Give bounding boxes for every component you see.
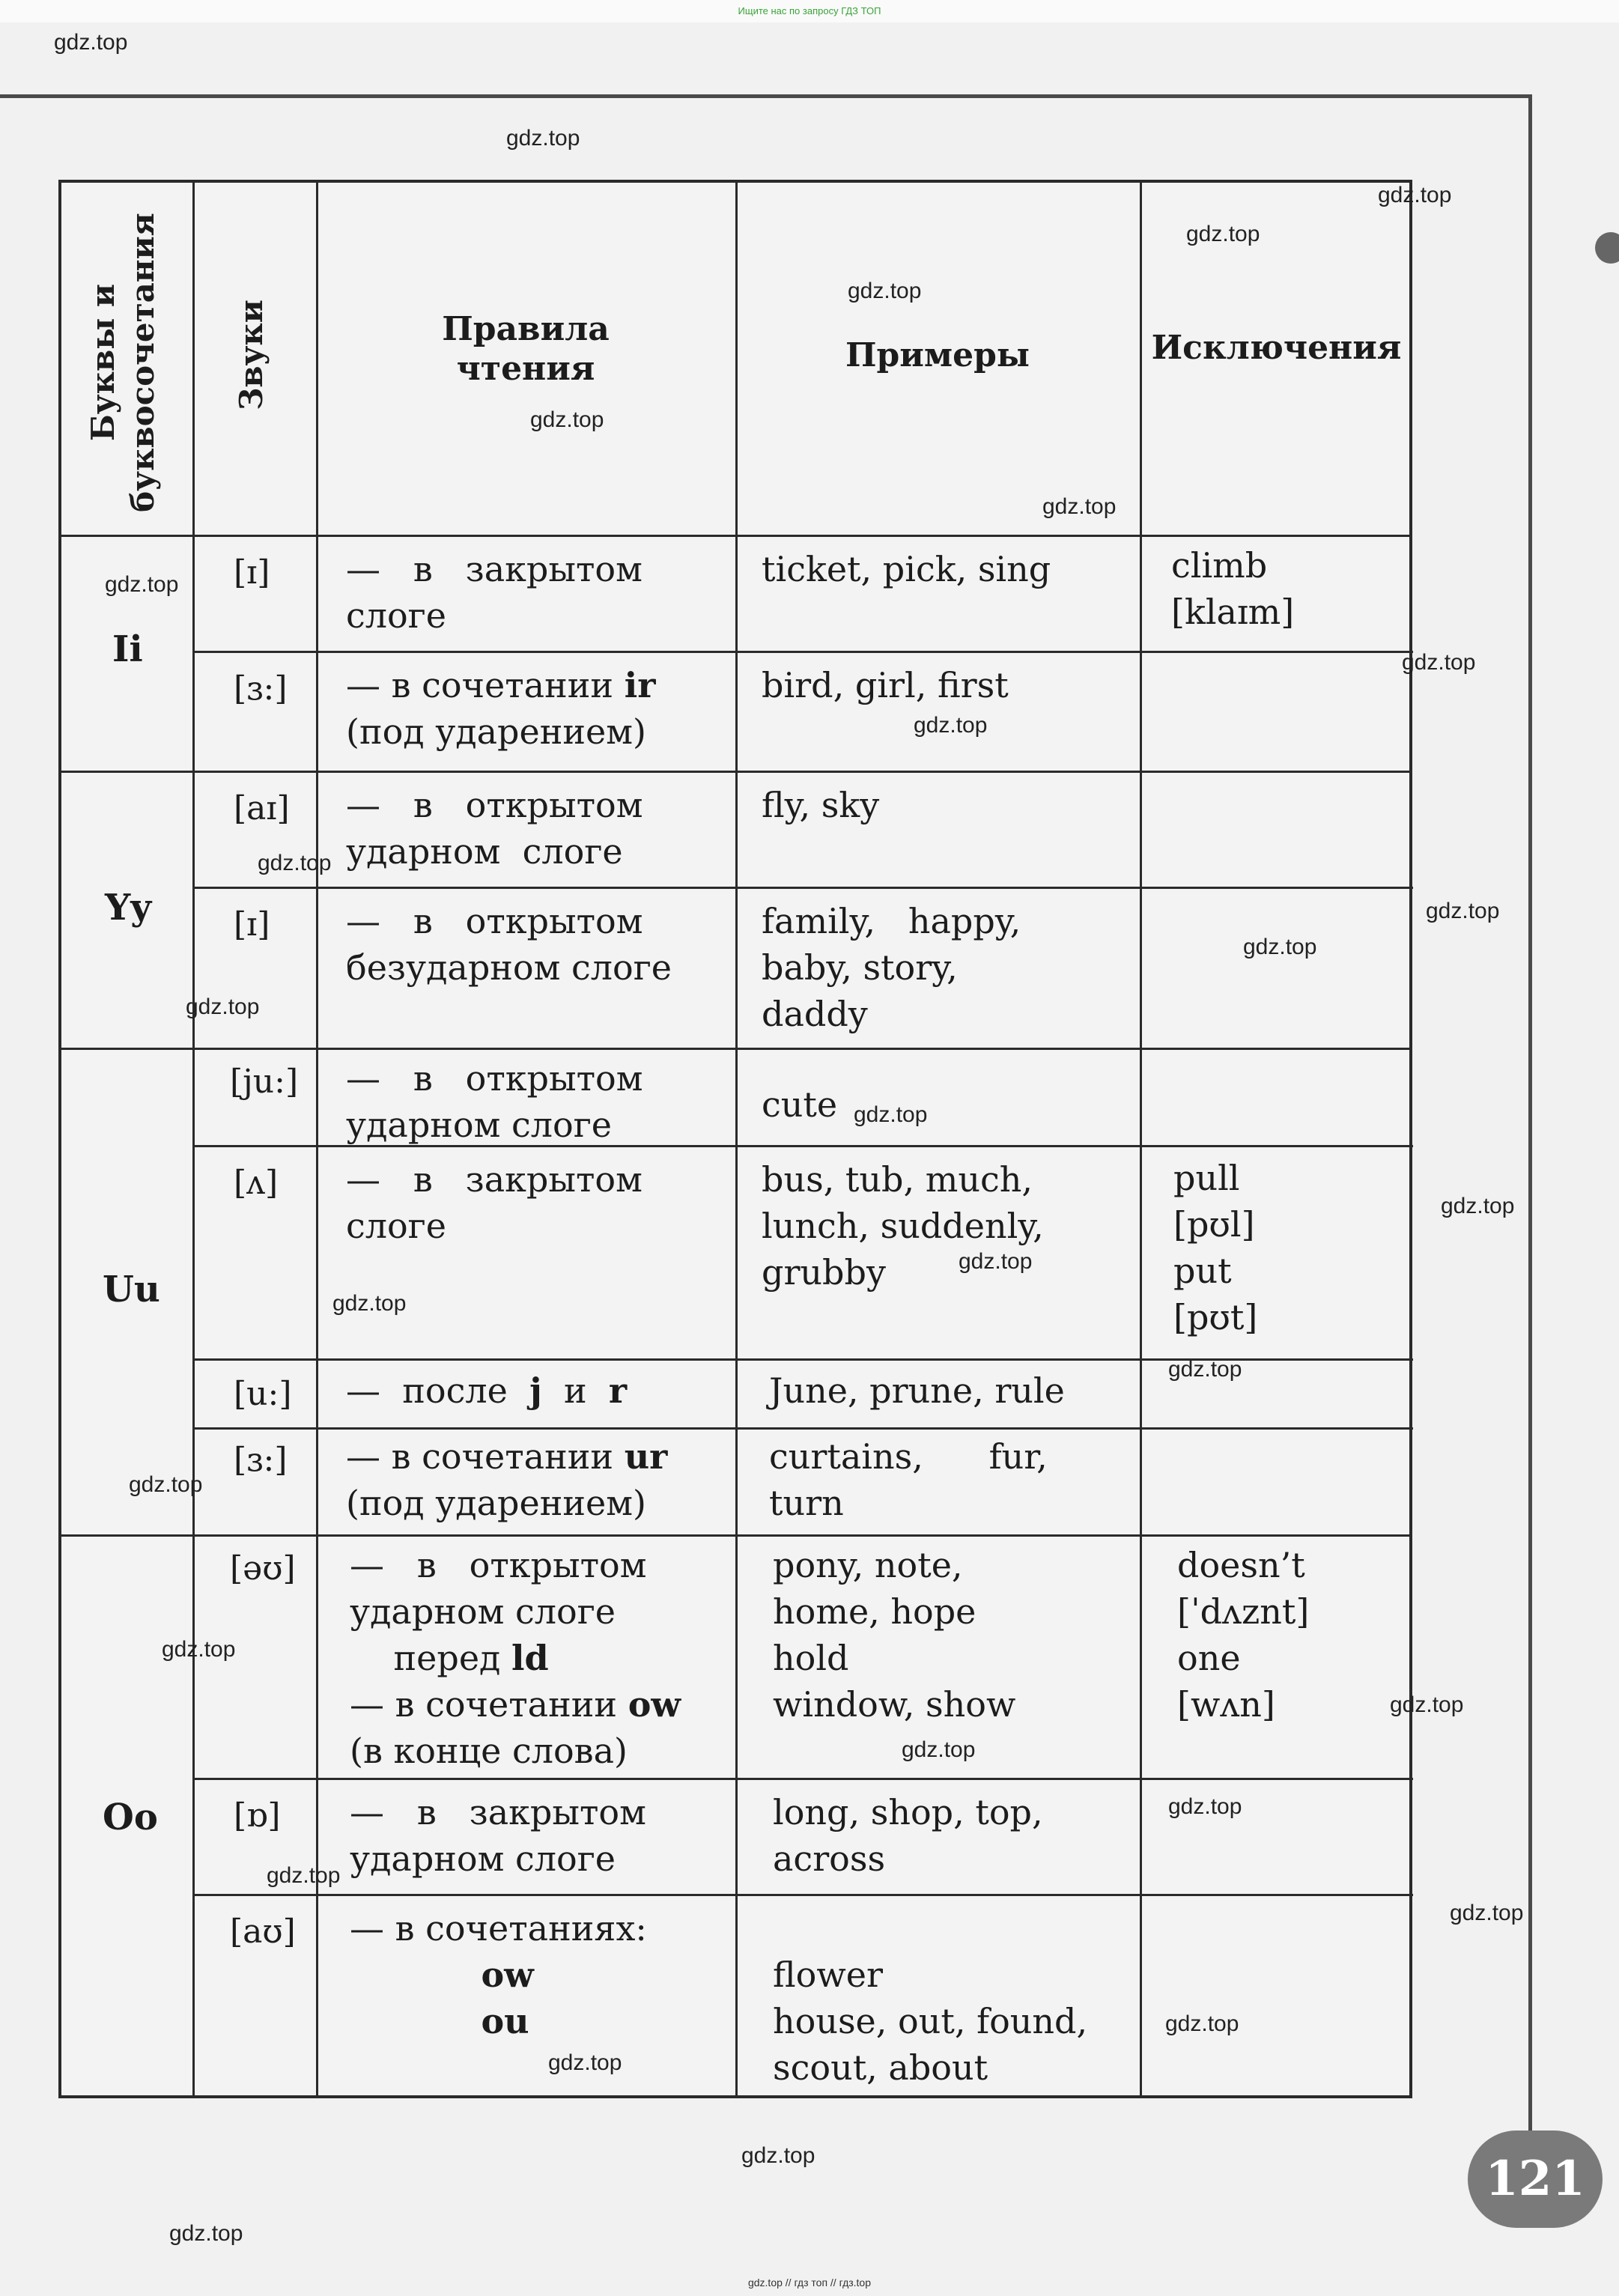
letter-i: Ii (112, 628, 143, 670)
header-sounds: Звуки (233, 300, 270, 410)
group-divider (61, 771, 1409, 773)
col-divider (316, 183, 318, 2095)
rule: — в открытом ударном слоге (346, 785, 643, 872)
row-divider (192, 887, 1413, 889)
example: ticket, pick, sing (762, 549, 1051, 589)
watermark[interactable]: gdz.top (186, 994, 260, 1019)
watermark[interactable]: gdz.top (1390, 1692, 1464, 1717)
watermark[interactable]: gdz.top (105, 572, 179, 597)
watermark[interactable]: gdz.top (530, 407, 604, 432)
watermark[interactable]: gdz.top (258, 851, 332, 875)
header-exceptions: Исключения (1151, 329, 1402, 367)
watermark[interactable]: gdz.top (1042, 494, 1117, 519)
sound: [əʊ] (230, 1549, 296, 1588)
sound: [ʌ] (234, 1164, 279, 1202)
watermark[interactable]: gdz.top (1165, 2011, 1239, 2036)
watermark[interactable]: gdz.top (162, 1637, 236, 1662)
rule: — в открытом ударном слоге (346, 1058, 643, 1145)
page-number: 121 (1468, 2131, 1603, 2228)
watermark[interactable]: gdz.top (169, 2221, 243, 2246)
page-frame-top (0, 94, 1532, 98)
col-divider (192, 183, 195, 2095)
header-examples: Примеры (845, 336, 1030, 374)
rule: — в открытом безударном слоге (346, 901, 672, 988)
footer-links[interactable]: gdz.top // гдз топ // гдз.top (747, 2277, 872, 2289)
watermark[interactable]: gdz.top (1426, 899, 1500, 923)
watermark[interactable]: gdz.top (506, 126, 580, 151)
letter-y: Yy (105, 887, 152, 929)
rule: — в закрытом слоге (346, 549, 643, 636)
sound: [ju:] (230, 1063, 299, 1101)
watermark[interactable]: gdz.top (914, 713, 988, 738)
rule: — в сочетании ir (под ударением) (346, 665, 656, 752)
example: bird, girl, first (762, 665, 1009, 705)
watermark[interactable]: gdz.top (1168, 1794, 1242, 1819)
sound: [ɜ:] (234, 669, 288, 708)
row-divider (192, 1427, 1413, 1430)
sound: [ɜ:] (234, 1441, 288, 1479)
header-rules: Правила чтения (442, 310, 610, 388)
letter-u: Uu (103, 1269, 160, 1311)
watermark[interactable]: gdz.top (548, 2050, 622, 2075)
watermark[interactable]: gdz.top (332, 1291, 407, 1316)
example: cute (762, 1084, 838, 1125)
sound: [ɒ] (234, 1797, 281, 1835)
page-edge-mark (1595, 232, 1619, 264)
page-frame-right (1528, 94, 1532, 2161)
watermark[interactable]: gdz.top (1243, 935, 1317, 959)
watermark[interactable]: gdz.top (959, 1249, 1033, 1274)
example: curtains, fur, turn (769, 1436, 1048, 1523)
example: long, shop, top, across (773, 1792, 1043, 1879)
exception: pull [pʊl] put [pʊt] (1173, 1158, 1258, 1337)
example: fly, sky (762, 785, 880, 825)
watermark[interactable]: gdz.top (902, 1737, 976, 1762)
watermark[interactable]: gdz.top (1441, 1194, 1515, 1218)
watermark[interactable]: gdz.top (741, 2143, 815, 2168)
watermark[interactable]: gdz.top (1186, 222, 1260, 246)
group-divider (61, 1534, 1409, 1537)
watermark[interactable]: gdz.top (54, 30, 128, 55)
row-divider (192, 651, 1413, 653)
col-divider (1140, 183, 1142, 2095)
sound: [aʊ] (230, 1913, 296, 1951)
rule: — в закрытом слоге (346, 1159, 643, 1246)
exception: climb [klaɪm] (1171, 545, 1295, 632)
example: June, prune, rule (769, 1370, 1065, 1411)
watermark[interactable]: gdz.top (1402, 650, 1476, 675)
rule: — в сочетаниях: ow ou (350, 1908, 647, 2041)
watermark[interactable]: gdz.top (1378, 183, 1452, 207)
rule: — в сочетании ur (под ударением) (346, 1436, 668, 1523)
watermark[interactable]: gdz.top (129, 1472, 203, 1497)
watermark[interactable]: gdz.top (854, 1102, 928, 1127)
top-banner[interactable]: Ищите нас по запросу ГДЗ ТОП (0, 0, 1619, 22)
sound: [ɪ] (234, 905, 270, 944)
watermark[interactable]: gdz.top (1168, 1357, 1242, 1382)
example: family, happy, baby, story, daddy (762, 901, 1021, 1034)
group-divider (61, 1048, 1409, 1050)
row-divider (192, 1778, 1413, 1780)
sound: [ɪ] (234, 553, 270, 592)
rule: — после j и r (346, 1370, 628, 1411)
watermark[interactable]: gdz.top (848, 279, 922, 303)
row-divider (192, 1894, 1413, 1896)
rule: — в закрытом ударном слоге (350, 1792, 646, 1879)
sound: [aɪ] (234, 789, 290, 827)
example: bus, tub, much, lunch, suddenly, grubby (762, 1159, 1044, 1293)
exception: doesn’t [ˈdʌznt] one [wʌn] (1177, 1545, 1310, 1725)
example: pony, note, home, hope hold window, show (773, 1545, 1016, 1725)
header-divider (61, 535, 1409, 537)
sound: [u:] (234, 1375, 292, 1413)
watermark[interactable]: gdz.top (267, 1863, 341, 1888)
rule: — в открытом ударном слоге перед ld — в сочетании ow (в конце слова) (350, 1545, 681, 1771)
watermark[interactable]: gdz.top (1450, 1901, 1524, 1925)
col-divider (735, 183, 738, 2095)
header-letters: Буквы и буквосочетания (85, 213, 161, 512)
example: flower house, out, found, scout, about (773, 1955, 1088, 2088)
letter-o: Oo (103, 1797, 158, 1838)
